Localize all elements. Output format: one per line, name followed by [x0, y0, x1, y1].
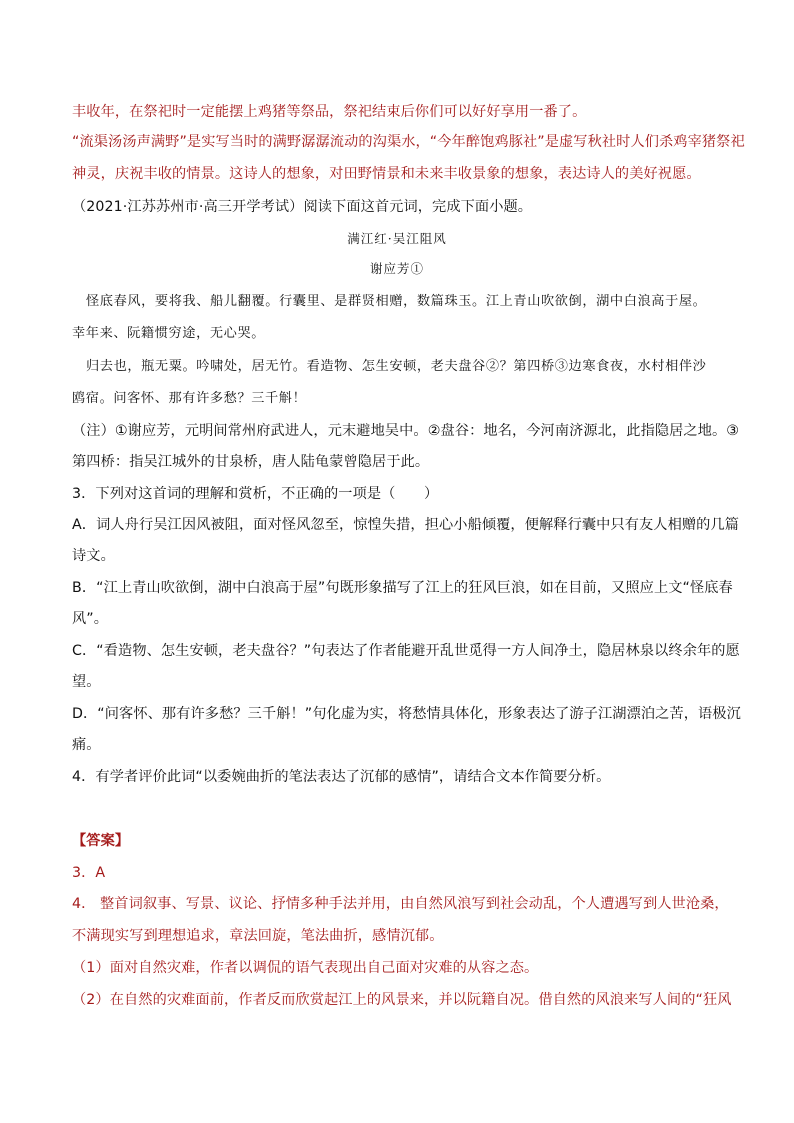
option-a: A．词人舟行吴江因风被阻，面对怪风忽至，惊惶失措，担心小船倾覆，便解释行囊中只有友人相赠的几篇: [72, 517, 740, 533]
text-line: 丰收年，在祭祀时一定能摆上鸡猪等祭品，祭祀结束后你们可以好好享用一番了。: [72, 104, 587, 120]
answer-4: 4． 整首词叙事、写景、议论、抒情多种手法并用，由自然风浪写到社会动乱，个人遭遇写到人世沧桑，: [72, 896, 729, 912]
option-d: D．“问客怀、那有许多愁？三千斛！”句化虚为实，将愁情具体化，形象表达了游子江湖漂泊之苦，语极沉: [72, 706, 741, 722]
answer-heading: 【答案】: [72, 833, 130, 849]
option-c: C．“看造物、怎生安顿，老夫盘谷？”句表达了作者能避开乱世觅得一方人间净土，隐居林泉以终余年的愿: [72, 643, 740, 659]
poem-line: 鸥宿。问客怀、那有许多愁？三千斛！: [72, 391, 307, 406]
poem-line: 怪底春风，要将我、船儿翻覆。行囊里、是群贤相赠，数篇珠玉。江上青山吹欲倒，湖中白浪高于屋。: [86, 294, 707, 309]
note-line: （注）①谢应芳，元明间常州府武进人，元末避地吴中。②盘谷：地名，今河南济源北，此指隐居之地。③: [72, 423, 740, 439]
option-c-cont: 望。: [72, 674, 101, 690]
text-line: 神灵，庆祝丰收的情景。这诗人的想象，对田野情景和未来丰收景象的想象，表达诗人的美好祝愿。: [72, 166, 701, 182]
note-line: 第四桥：指吴江城外的甘泉桥，唐人陆龟蒙曾隐居于此。: [72, 454, 430, 470]
option-b: B．“江上青山吹欲倒，湖中白浪高于屋”句既形象描写了江上的狂风巨浪，如在目前，又照应上文“怪底春: [72, 580, 733, 596]
question-intro: （2021·江苏苏州市·高三开学考试）阅读下面这首元词，完成下面小题。: [72, 199, 533, 215]
poem-line: 归去也，瓶无粟。吟啸处，居无竹。看造物、怎生安顿，老夫盘谷②？第四桥③边寒食夜，水村相伴沙: [86, 359, 707, 374]
poem-line: 幸年来、阮籍惯穷途，无心哭。: [72, 326, 266, 341]
answer-3: 3．A: [72, 865, 106, 881]
option-a-cont: 诗文。: [72, 548, 115, 564]
option-d-cont: 痛。: [72, 737, 101, 753]
question-4: 4．有学者评价此词“以委婉曲折的笔法表达了沉郁的感情”，请结合文本作简要分析。: [72, 769, 611, 785]
poem-title: 满江红·吴江阻风: [347, 231, 447, 246]
poem-author: 谢应芳①: [369, 261, 424, 276]
answer-point-1: （1）面对自然灾难，作者以调侃的语气表现出自己面对灾难的从容之态。: [72, 960, 539, 976]
question-3: 3．下列对这首词的理解和赏析，不正确的一项是（ ）: [72, 486, 439, 502]
text-line: “流渠汤汤声满野”是实写当时的满野潺潺流动的沟渠水，“今年醉饱鸡豚社”是虚写秋社时人们杀鸡宰猪祭祀: [72, 134, 745, 150]
answer-point-2: （2）在自然的灾难面前，作者反而欣赏起江上的风景来，并以阮籍自况。借自然的风浪来写人间的“狂风: [72, 992, 732, 1008]
option-b-cont: 风”。: [72, 611, 109, 627]
answer-4-cont: 不满现实写到理想追求，章法回旋，笔法曲折，感情沉郁。: [72, 928, 444, 944]
